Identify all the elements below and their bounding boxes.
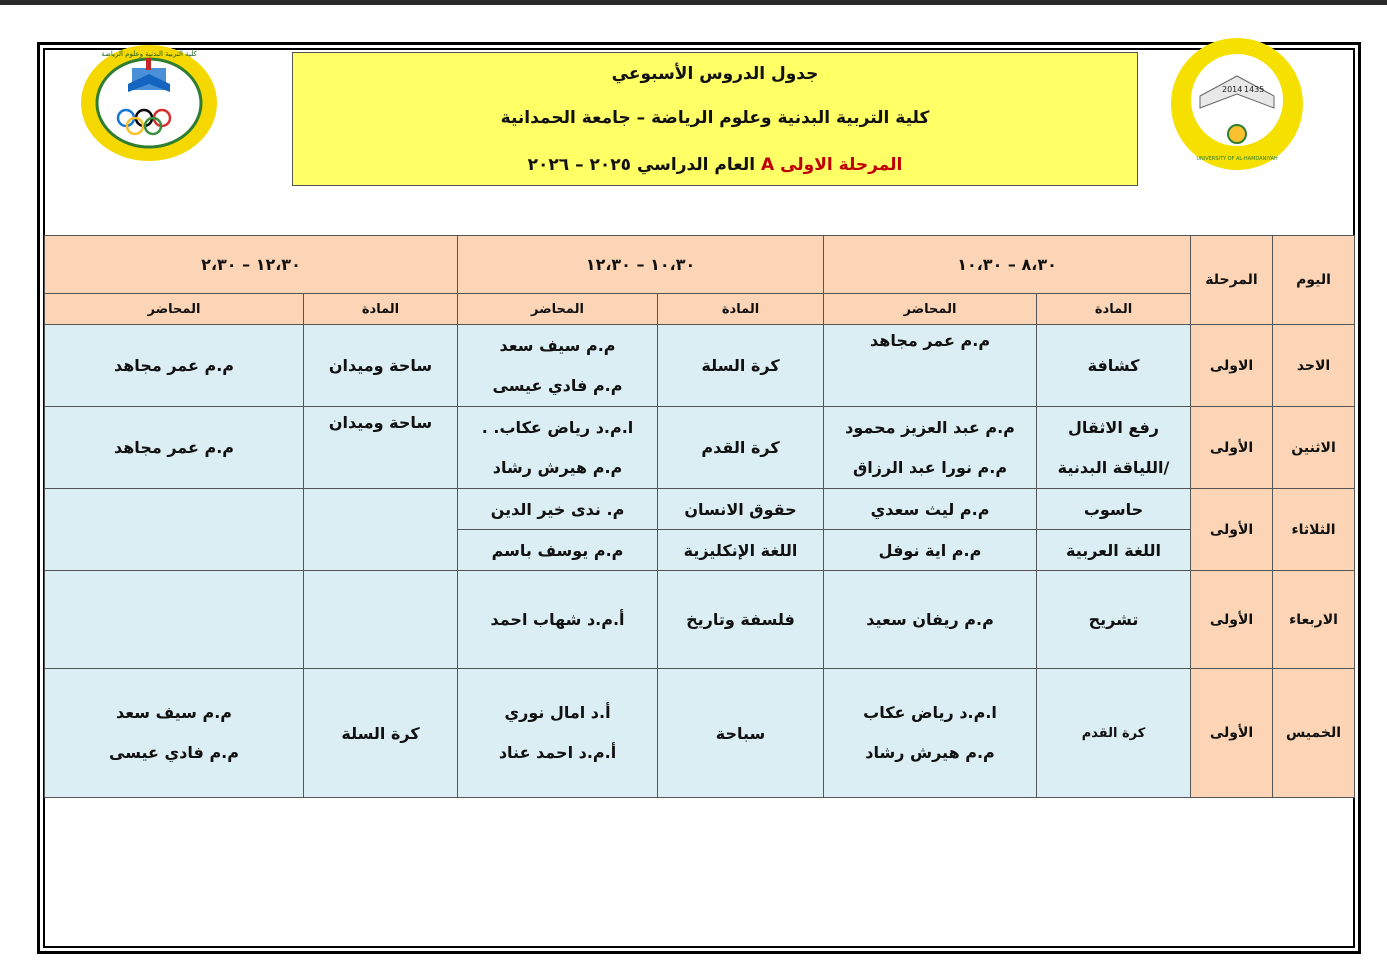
- subject-cell-empty: [304, 571, 458, 669]
- stage-cell: الأولى: [1191, 571, 1273, 669]
- lecturer-cell: [45, 669, 304, 798]
- lecturer-cell: م.م عمر مجاهد: [45, 325, 304, 407]
- day-cell: الثلاثاء: [1273, 489, 1355, 571]
- lecturer-cell: م.م اية نوفل: [824, 530, 1037, 571]
- stage-cell: الأولى: [1191, 489, 1273, 571]
- stage-cell: الأولى: [1191, 669, 1273, 798]
- page-title: جدول الدروس الأسبوعي: [611, 64, 819, 84]
- lecturer-name: ا.م.د رياض عكاب. .: [481, 417, 634, 437]
- university-logo-right: [1170, 36, 1304, 178]
- header-lecturer-3: المحاضر: [45, 294, 304, 325]
- subject-cell: كرة القدم: [1037, 669, 1191, 798]
- lecturer-name: م.م هيرش رشاد: [492, 457, 623, 477]
- lecturer-cell: م.م ليث سعدي: [824, 489, 1037, 530]
- section-letter: A: [761, 155, 775, 175]
- time-slot-2: ١٠،٣٠ – ١٢،٣٠: [458, 236, 824, 294]
- academic-year: العام الدراسي ٢٠٢٥ – ٢٠٢٦: [527, 155, 756, 175]
- lecturer-name: م.م سيف سعد: [499, 335, 616, 355]
- lecturer-cell: [824, 407, 1037, 489]
- right-logo-year-2: 1435: [1244, 85, 1265, 94]
- top-bar: [0, 0, 1387, 5]
- lecturer-cell: م.م يوسف باسم: [458, 530, 658, 571]
- stage-cell: الاولى: [1191, 325, 1273, 407]
- subject-line: ساحة وميدان: [328, 413, 433, 432]
- subject-cell: ساحة وميدان: [304, 325, 458, 407]
- header-box: [292, 52, 1138, 186]
- lecturer-name: م.م سيف سعد: [116, 703, 232, 722]
- subject-cell: اللغة العربية: [1037, 530, 1191, 571]
- lecturer-cell: [824, 669, 1037, 798]
- lecturer-cell: م.م ريفان سعيد: [824, 571, 1037, 669]
- lecturer-name: ا.م.د رياض عكاب: [863, 703, 997, 722]
- subject-cell: تشريح: [1037, 571, 1191, 669]
- college-logo-left: [80, 44, 218, 162]
- lecturer-cell: [458, 325, 658, 407]
- lecturer-cell: [824, 325, 1037, 407]
- day-cell: الاثنين: [1273, 407, 1355, 489]
- lecturer-name: أ.د امال نوري: [504, 703, 611, 722]
- subject-cell: حقوق الانسان: [658, 489, 824, 530]
- table-row: [45, 407, 1355, 489]
- subject-line: /اللياقة البدنية: [1057, 457, 1170, 477]
- lecturer-name: م.م فادي عيسى: [492, 375, 623, 395]
- time-slot-3: ١٢،٣٠ – ٢،٣٠: [45, 236, 458, 294]
- subject-cell: حاسوب: [1037, 489, 1191, 530]
- header-subject-1: المادة: [1037, 294, 1191, 325]
- stage-year-line: [293, 155, 1137, 175]
- subject-cell: كرة السلة: [658, 325, 824, 407]
- subject-cell-empty: [304, 489, 458, 571]
- subject-cell: فلسفة وتاريخ: [658, 571, 824, 669]
- header-lecturer-1: المحاضر: [824, 294, 1037, 325]
- subject-cell: [1037, 407, 1191, 489]
- stage-label: المرحلة الاولى: [780, 155, 903, 175]
- stage-cell: الأولى: [1191, 407, 1273, 489]
- day-cell: الاحد: [1273, 325, 1355, 407]
- right-logo-text: UNIVERSITY OF AL-HAMDANIYAH: [1196, 156, 1278, 162]
- header-lecturer-2: المحاضر: [458, 294, 658, 325]
- subject-cell: اللغة الإنكليزية: [658, 530, 824, 571]
- header-subject-3: المادة: [304, 294, 458, 325]
- lecturer-cell: أ.م.د شهاب احمد: [458, 571, 658, 669]
- left-logo-text: كلية التربية البدنية وعلوم الرياضة: [101, 50, 197, 58]
- subject-cell: كرة القدم: [658, 407, 824, 489]
- day-cell: الخميس: [1273, 669, 1355, 798]
- subject-cell: [304, 407, 458, 489]
- subject-cell: كرة السلة: [304, 669, 458, 798]
- right-logo-year-1: 2014: [1222, 85, 1243, 94]
- lecturer-cell: م.م عمر مجاهد: [45, 407, 304, 489]
- lecturer-name: م.م عمر مجاهد: [869, 331, 991, 350]
- table-row: [45, 669, 1355, 798]
- lecturer-cell-empty: [45, 571, 304, 669]
- subject-cell: سباحة: [658, 669, 824, 798]
- lecturer-name: م.م عبد العزيز محمود: [845, 417, 1015, 437]
- lecturer-cell: م. ندى خير الدين: [458, 489, 658, 530]
- lecturer-cell: [458, 669, 658, 798]
- lecturer-name: م.م فادي عيسى: [109, 743, 239, 762]
- header-subject-2: المادة: [658, 294, 824, 325]
- lecturer-cell: [458, 407, 658, 489]
- table-row: [45, 571, 1355, 669]
- lecturer-cell-empty: [45, 489, 304, 571]
- header-stage: المرحلة: [1191, 236, 1273, 325]
- lecturer-name: م.م هيرش رشاد: [865, 743, 995, 762]
- day-cell: الاربعاء: [1273, 571, 1355, 669]
- lecturer-name: أ.م.د احمد عناد: [498, 743, 617, 762]
- subject-cell: كشافة: [1037, 325, 1191, 407]
- college-name: كلية التربية البدنية وعلوم الرياضة – جامعة الحمدانية: [500, 108, 930, 128]
- table-row: [45, 325, 1355, 407]
- schedule-table: [44, 235, 1355, 798]
- time-slot-1: ٨،٣٠ – ١٠،٣٠: [824, 236, 1191, 294]
- table-row: [45, 489, 1355, 530]
- lecturer-name: م.م نورا عبد الرزاق: [852, 457, 1008, 477]
- header-day: اليوم: [1273, 236, 1355, 325]
- subject-line: رفع الاثقال: [1068, 417, 1160, 437]
